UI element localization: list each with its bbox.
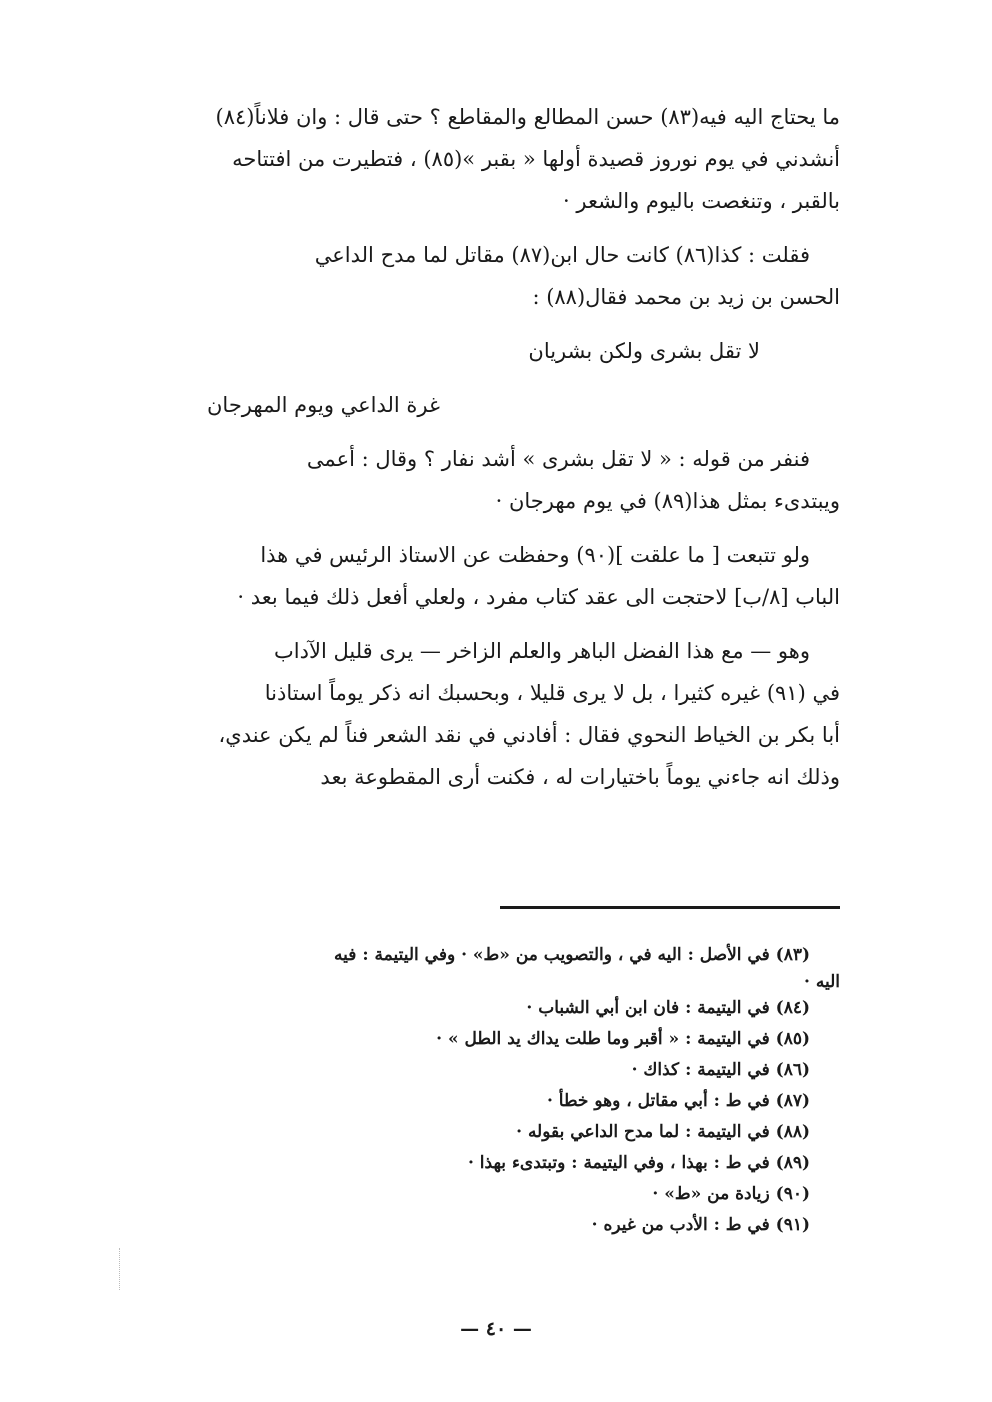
footnote: (٨٤) في اليتيمة : فان ابن أبي الشباب ·	[526, 998, 810, 1018]
text-line: الحسن بن زيد بن محمد فقال(٨٨) :	[532, 285, 840, 309]
text-line: في (٩١) غيره كثيرا ، بل لا يرى قليلا ، وبحسبك انه ذكر يوماً استاذنا	[264, 681, 840, 705]
text-line: ولو تتبعت [ ما علقت ](٩٠) وحفظت عن الاستاذ الرئيس في هذا	[260, 543, 810, 567]
text-line: بالقبر ، وتنغصت باليوم والشعر ·	[563, 189, 840, 213]
margin-mark	[119, 1248, 122, 1290]
text-line: وهو — مع هذا الفضل الباهر والعلم الزاخر — يرى قليل الآداب	[274, 639, 810, 663]
text-line: أبا بكر بن الخياط النحوي فقال : أفادني في نقد الشعر فناً لم يكن عندي،	[218, 723, 840, 747]
verse-line-2: غرة الداعي ويوم المهرجان	[207, 393, 440, 417]
footnotes	[140, 940, 840, 1241]
footnote: (٨٧) في ط : أبي مقاتل ، وهو خطأ ·	[546, 1091, 810, 1111]
text-line: أنشدني في يوم نوروز قصيدة أولها « بقبر »(٨٥) ، فتطيرت من افتتاحه	[232, 147, 840, 171]
footnote: (٩١) في ط : الأدب من غيره ·	[591, 1215, 810, 1235]
text-line: فقلت : كذا(٨٦) كانت حال ابن(٨٧) مقاتل لما مدح الداعي	[314, 243, 810, 267]
verse-line-1: لا تقل بشرى ولكن بشريان	[528, 339, 760, 363]
footnote: (٨٦) في اليتيمة : كذاك ·	[631, 1060, 810, 1080]
text-line: ويبتدىء بمثل هذا(٨٩) في يوم مهرجان ·	[495, 489, 840, 513]
footnote: (٩٠) زيادة من «ط» ·	[652, 1184, 810, 1204]
text-line: الباب [٨/ب] لاحتجت الى عقد كتاب مفرد ، ولعلي أفعل ذلك فيما بعد ·	[237, 585, 840, 609]
footnote-divider	[500, 906, 840, 909]
text-line: وذلك انه جاءني يوماً باختيارات له ، فكنت أرى المقطوعة بعد	[320, 765, 840, 789]
footnote: (٨٨) في اليتيمة : لما مدح الداعي بقوله ·	[516, 1122, 810, 1142]
page-number: — ٤٠ —	[460, 1318, 532, 1340]
footnote: (٨٣) في الأصل : اليه في ، والتصويب من «ط» · وفي اليتيمة : فيه	[334, 945, 810, 965]
text-line: فنفر من قوله : « لا تقل بشرى » أشد نفار ؟ وقال : أعمى	[306, 447, 810, 471]
footnote-continuation: اليه ·	[804, 972, 840, 992]
main-text	[140, 96, 840, 798]
footnote: (٨٥) في اليتيمة : « أقبر وما طلت يداك يد الطل » ·	[436, 1029, 810, 1049]
text-line: ما يحتاج اليه فيه(٨٣) حسن المطالع والمقاطع ؟ حتى قال : وان فلاناً(٨٤)	[215, 105, 840, 129]
footnote: (٨٩) في ط : بهذا ، وفي اليتيمة : وتبتدىء بهذا ·	[467, 1153, 810, 1173]
